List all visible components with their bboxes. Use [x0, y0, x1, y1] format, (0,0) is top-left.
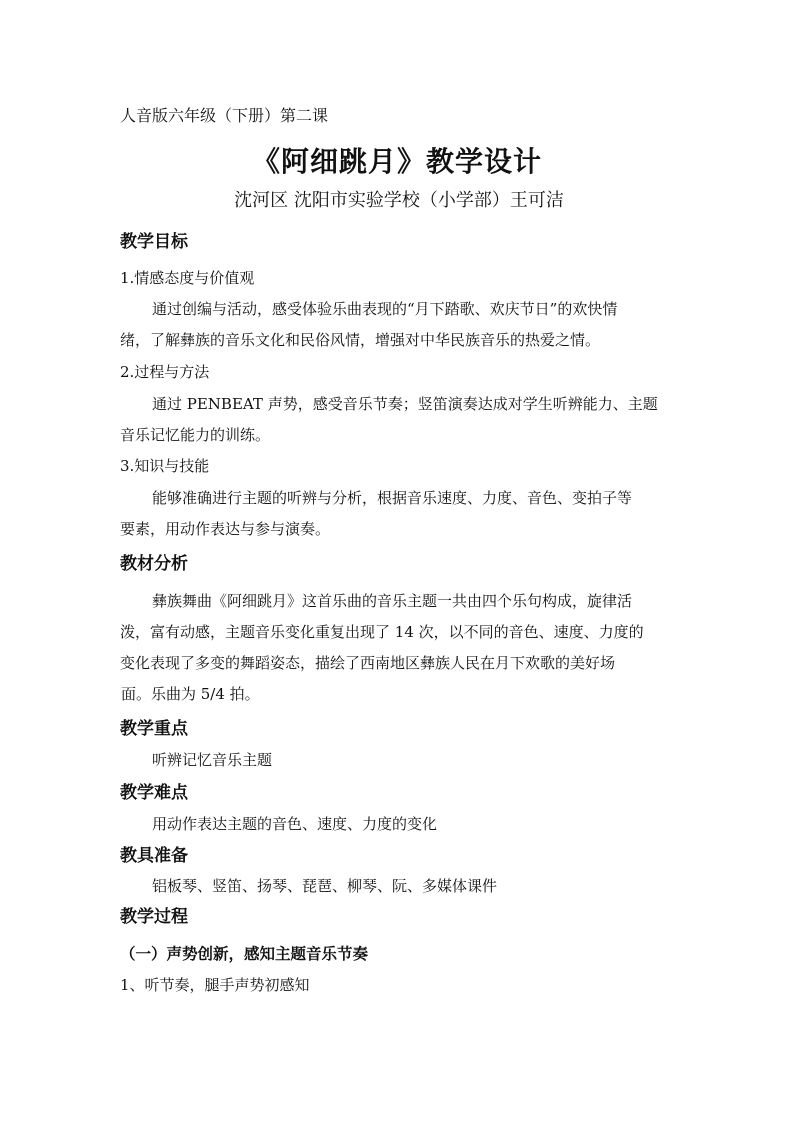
material-line-3: 变化表现了多变的舞蹈姿态，描绘了西南地区彝族人民在月下欢歌的美好场	[120, 654, 616, 672]
heading-objectives: 教学目标	[120, 232, 188, 252]
objective-1-line-2: 绪，了解彝族的音乐文化和民俗风情，增强对中华民族音乐的热爱之情。	[120, 331, 601, 349]
objective-3-line-1: 能够准确进行主题的听辨与分析，根据音乐速度、力度、音色、变拍子等	[152, 489, 633, 507]
objective-1-label: 1.情感态度与价值观	[120, 269, 255, 287]
course-line: 人音版六年级（下册）第二课	[120, 106, 329, 125]
heading-process: 教学过程	[120, 907, 188, 927]
key-point-text: 听辨记忆音乐主题	[152, 751, 273, 769]
tools-text: 铝板琴、竖笛、扬琴、琵琶、柳琴、阮、多媒体课件	[152, 877, 498, 895]
difficulty-text: 用动作表达主题的音色、速度、力度的变化	[152, 815, 438, 833]
objective-3-line-2: 要素，用动作表达与参与演奏。	[120, 520, 331, 538]
material-line-2: 泼，富有动感，主题音乐变化重复出现了 14 次，以不同的音色、速度、力度的	[120, 623, 644, 641]
author-line: 沈河区 沈阳市实验学校（小学部）王可洁	[234, 190, 564, 211]
material-line-4: 面。乐曲为 5/4 拍。	[121, 685, 260, 703]
objective-3-label: 3.知识与技能	[120, 457, 210, 475]
objective-2-label: 2.过程与方法	[120, 363, 210, 381]
page-title: 《阿细跳月》教学设计	[251, 145, 542, 178]
heading-material: 教材分析	[120, 554, 188, 574]
heading-tools: 教具准备	[120, 846, 188, 866]
process-step-1: 1、听节奏，腿手声势初感知	[120, 976, 310, 994]
heading-difficulty: 教学难点	[120, 783, 188, 803]
material-line-1: 彝族舞曲《阿细跳月》这首乐曲的音乐主题一共由四个乐句构成，旋律活	[152, 592, 633, 610]
objective-2-line-2: 音乐记忆能力的训练。	[120, 426, 271, 444]
heading-key-point: 教学重点	[120, 719, 188, 739]
process-subheading-1: （一）声势创新，感知主题音乐节奏	[120, 945, 369, 963]
objective-1-line-1: 通过创编与活动，感受体验乐曲表现的“月下踏歌、欢庆节日”的欢快情	[152, 300, 618, 318]
objective-2-line-1: 通过 PENBEAT 声势，感受音乐节奏；竖笛演奏达成对学生听辨能力、主题	[152, 395, 658, 413]
